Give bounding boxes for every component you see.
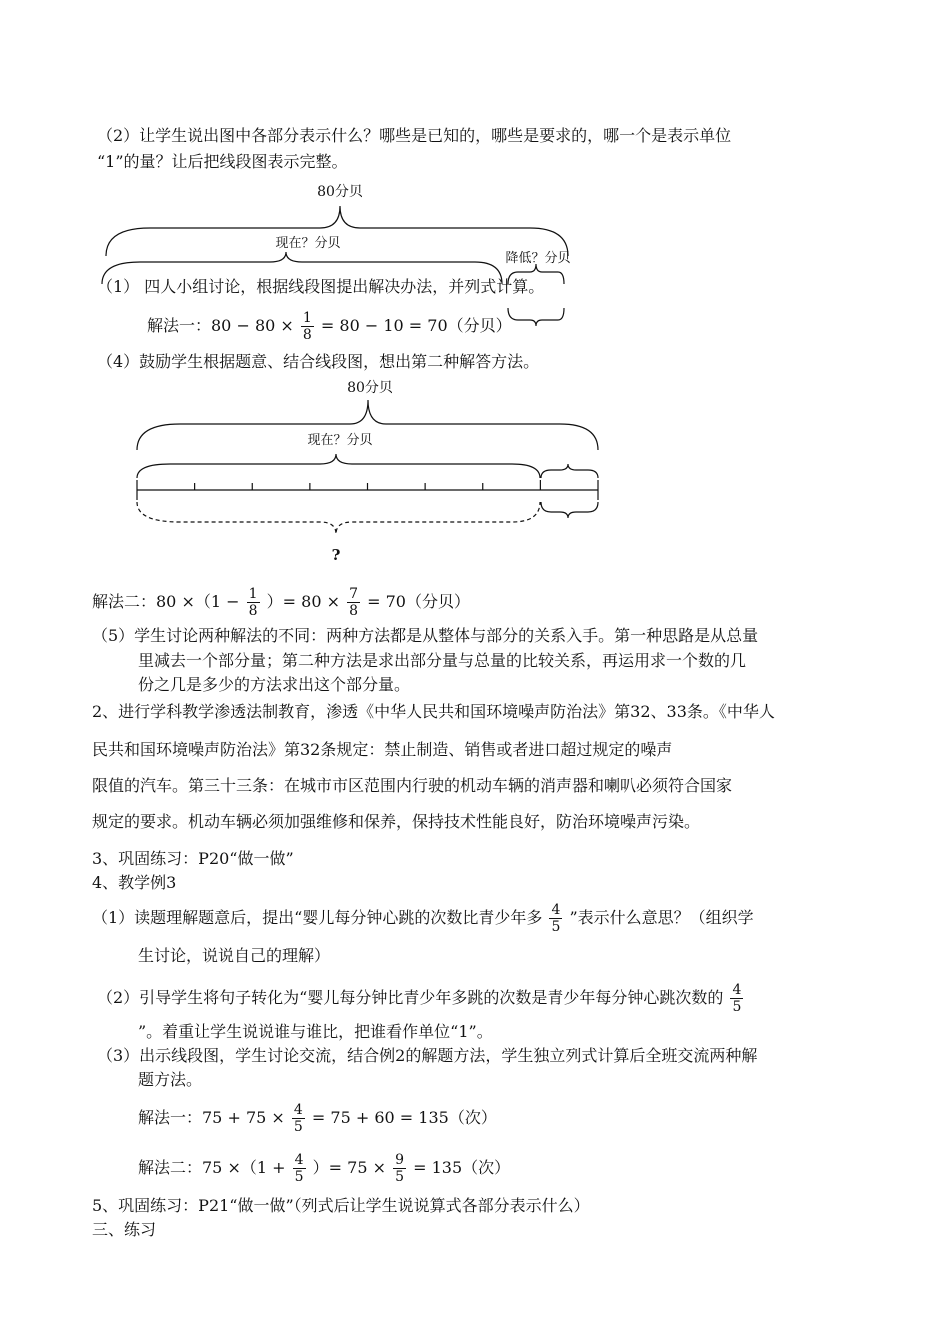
diagram2-segment-bar: [137, 480, 598, 500]
q2-line1: （2）让学生说出图中各部分表示什么？哪些是已知的，哪些是要求的，哪一个是表示单位: [97, 126, 732, 145]
e1-frac-num: 4: [551, 902, 561, 918]
method2-frac1-num: 1: [248, 586, 258, 602]
s6-text: 三、练习: [92, 1220, 157, 1239]
e3-line1: （3）出示线段图，学生讨论交流，结合例2的解题方法，学生独立列式计算后全班交流两种解: [97, 1046, 758, 1065]
method2-prefix: 解法二：80 ×（1 −: [92, 592, 240, 611]
q5-line2: 里减去一个部分量；第二种方法是求出部分量与总量的比较关系，再运用求一个数的几: [138, 651, 747, 670]
s2-line3: 限值的汽车。第三十三条：在城市市区范围内行驶的机动车辆的消声器和喇叭必须符合国家: [92, 776, 733, 795]
method2-suffix: = 70（分贝）: [367, 592, 470, 611]
e3-method2: [138, 1152, 510, 1185]
s2-line2: 民共和国环境噪声防治法》第32条规定：禁止制造、销售或者进口超过规定的噪声: [92, 740, 673, 759]
method2-middle: ）= 80 ×: [266, 592, 340, 611]
e3m1-frac-num: 4: [293, 1102, 303, 1118]
method1-prefix: 解法一：80 − 80 ×: [147, 316, 294, 335]
q5-line3: 份之几是多少的方法求出这个部分量。: [138, 675, 411, 694]
e3-line2: 题方法。: [138, 1070, 203, 1089]
method2-fraction-1: [247, 586, 260, 619]
q2-line2: “1”的量？让后把线段图表示完整。: [97, 152, 348, 171]
method1-fraction: [301, 310, 314, 343]
s2-line4: 规定的要求。机动车辆必须加强维修和保养，保持技术性能良好，防治环境噪声污染。: [92, 812, 701, 831]
method1-frac-num: 1: [302, 310, 312, 326]
e3m1-suffix: = 75 + 60 = 135（次）: [311, 1108, 497, 1127]
method2-frac2-num: 7: [349, 586, 359, 602]
method2: [92, 586, 470, 619]
line-segment-diagram-1: [90, 176, 620, 326]
method2-frac1-den: 8: [248, 603, 258, 619]
e3m1-frac-den: 5: [293, 1119, 303, 1135]
q3-text: （1） 四人小组讨论，根据线段图提出解决办法，并列式计算。: [97, 277, 545, 296]
e2-line2: ”。着重让学生说说谁与谁比，把谁看作单位“1”。: [138, 1022, 493, 1041]
e3m2-fraction-2: [393, 1152, 406, 1185]
diagram1-reduce-brace-bottom: [508, 308, 564, 326]
method1-frac-den: 8: [302, 327, 312, 343]
e3m2-frac2-den: 5: [395, 1169, 405, 1185]
e1-prefix: （1）读题理解题意后，提出“婴儿每分钟心跳的次数比青少年多: [92, 908, 543, 927]
e2-frac-num: 4: [732, 982, 742, 998]
e1-suffix: ”表示什么意思？（组织学: [569, 908, 754, 927]
e3m1-fraction: [292, 1102, 305, 1135]
e3m2-suffix: = 135（次）: [413, 1158, 511, 1177]
s2-line1: 2、进行学科教学渗透法制教育，渗透《中华人民共和国环境噪声防治法》第32、33条。《中华人: [92, 702, 775, 721]
e3m2-frac2-num: 9: [395, 1152, 405, 1168]
e3m2-frac1-num: 4: [294, 1152, 304, 1168]
s4-text: 4、教学例3: [92, 873, 177, 892]
e3-method1: [138, 1102, 497, 1135]
method1-suffix: = 80 − 10 = 70（分贝）: [320, 316, 512, 335]
s5-text: 5、巩固练习：P21“做一做”（列式后让学生说说算式各部分表示什么）: [92, 1196, 590, 1215]
diagram2-now-label: 现在？分贝: [307, 433, 373, 448]
e1-line1: [92, 902, 754, 935]
method2-fraction-2: [347, 586, 360, 619]
diagram2-part-brace-top: [541, 464, 598, 478]
e2-line1: [97, 982, 745, 1015]
e2-frac-den: 5: [732, 999, 742, 1015]
s3-text: 3、巩固练习：P20“做一做”: [92, 849, 294, 868]
diagram2-part-brace-bottom: [541, 502, 598, 518]
q4-text: （4）鼓励学生根据题意、结合线段图，想出第二种解答方法。: [97, 352, 540, 371]
diagram2-total-label: 80分贝: [347, 380, 393, 396]
e3m2-middle: ）= 75 ×: [312, 1158, 386, 1177]
e1-fraction: [549, 902, 562, 935]
diagram1-reduce-label: 降低？分贝: [505, 251, 571, 266]
e3m2-prefix: 解法二：75 ×（1 +: [138, 1158, 286, 1177]
line-segment-diagram-2: [120, 374, 620, 574]
diagram2-question-brace: [137, 502, 540, 534]
method2-frac2-den: 8: [349, 603, 359, 619]
e3m1-prefix: 解法一：75 + 75 ×: [138, 1108, 285, 1127]
e3m2-frac1-den: 5: [294, 1169, 304, 1185]
diagram2-question-label: ?: [331, 546, 341, 564]
e1-frac-den: 5: [551, 919, 561, 935]
method1: [147, 310, 512, 343]
q5-line1: （5）学生讨论两种解法的不同：两种方法都是从整体与部分的关系入手。第一种思路是从总量: [92, 626, 759, 645]
e2-prefix: （2）引导学生将句子转化为“婴儿每分钟比青少年多跳的次数是青少年每分钟心跳次数的: [97, 988, 724, 1007]
diagram1-now-label: 现在？分贝: [275, 236, 341, 251]
diagram2-now-brace: [137, 454, 540, 478]
e3m2-fraction-1: [293, 1152, 306, 1185]
diagram1-total-label: 80分贝: [317, 184, 363, 200]
e2-fraction: [730, 982, 743, 1015]
e1-line2: 生讨论，说说自己的理解）: [138, 946, 331, 965]
